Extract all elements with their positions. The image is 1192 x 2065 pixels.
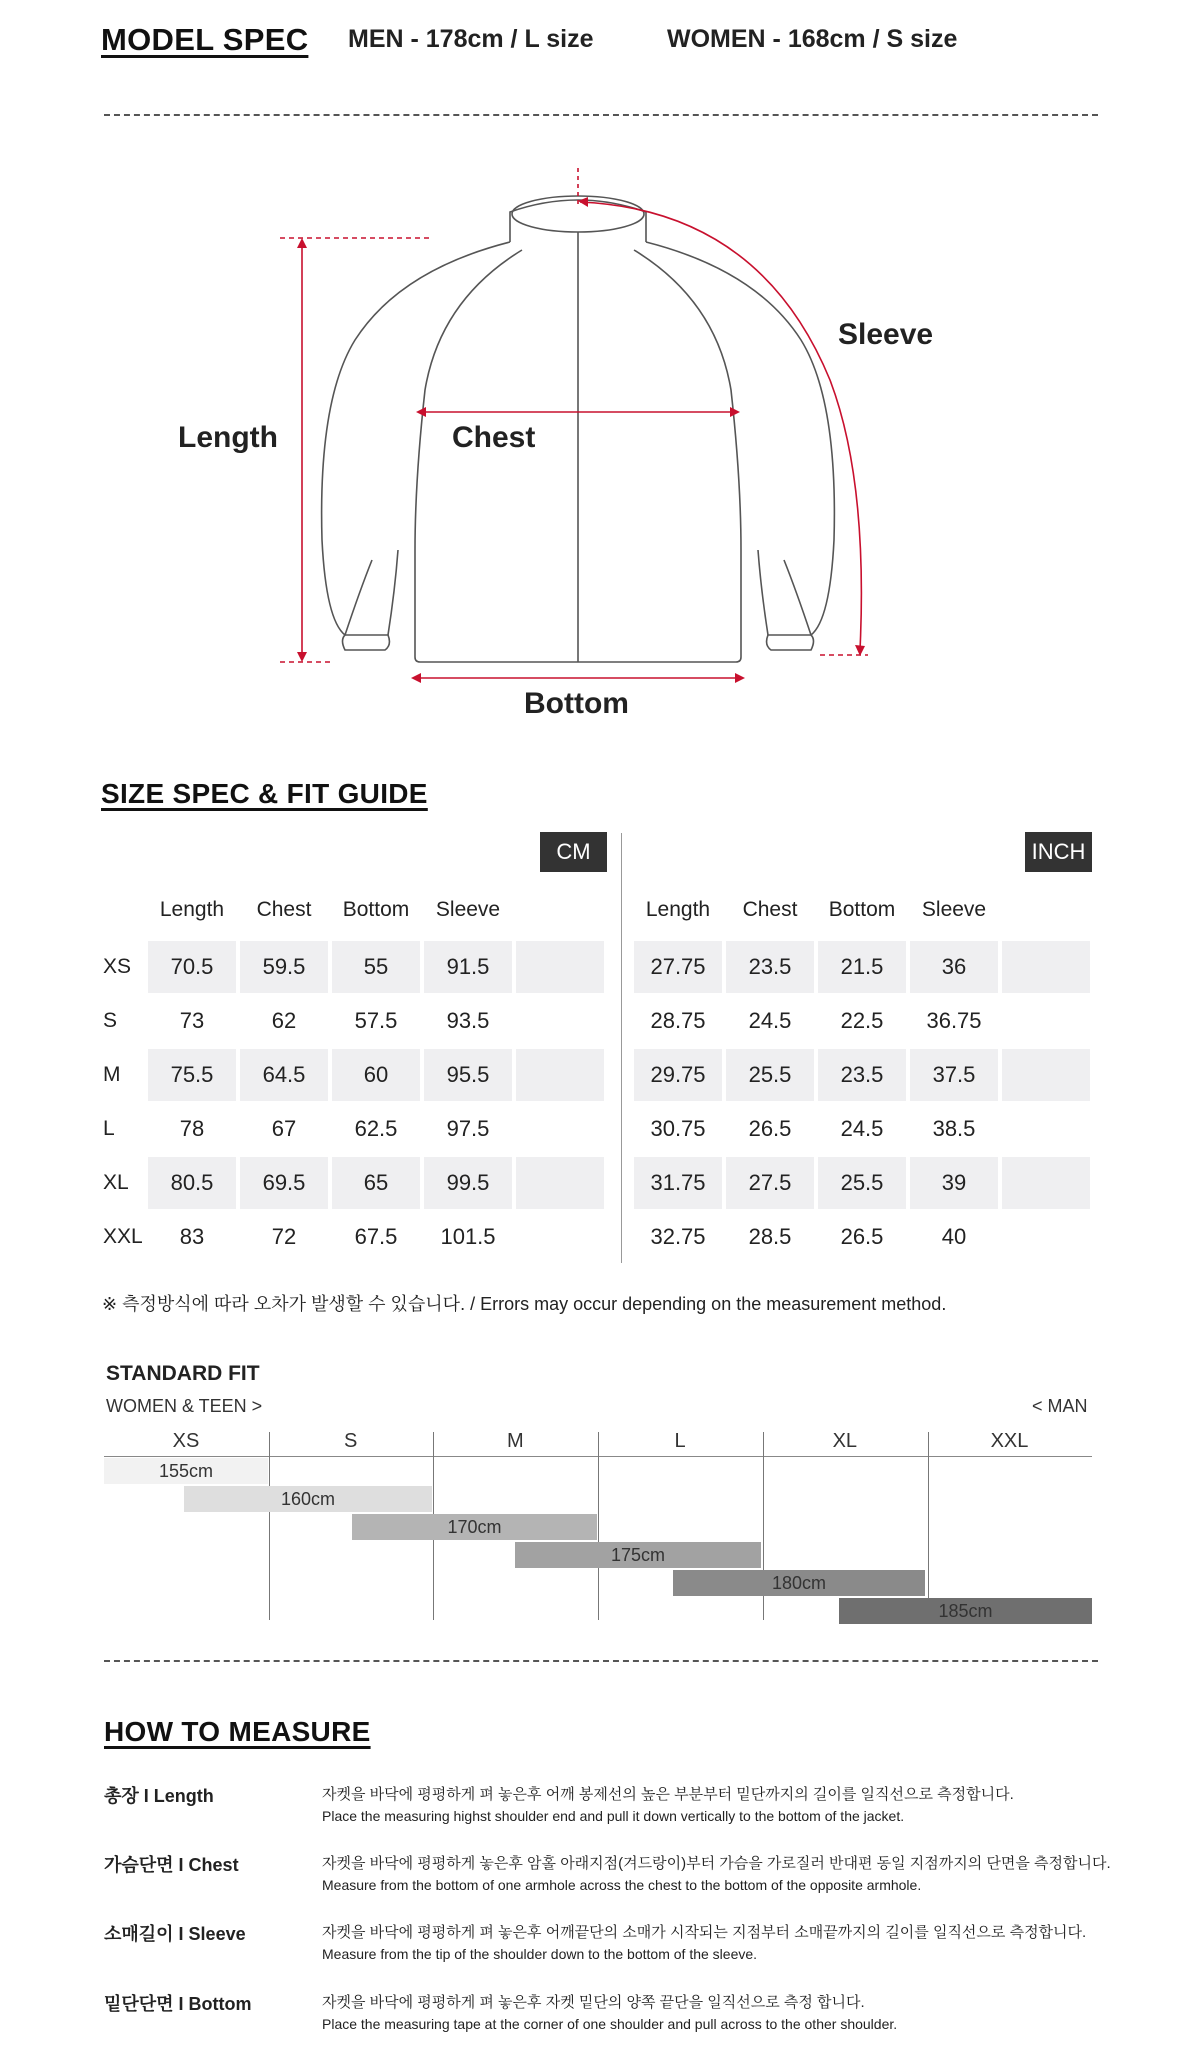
measure-desc-kr: 자켓을 바닥에 평평하게 놓은후 암홀 아래지점(겨드랑이)부터 가슴을 가로질러 반대편 동일 지점까지의 단면을 측정합니다. — [322, 1855, 1111, 1872]
height-bar: 170cm — [352, 1514, 597, 1540]
inch-cell: 25.5 — [726, 1049, 814, 1101]
cm-cell: 93.5 — [446, 1008, 490, 1033]
fit-size-label: XS — [172, 1430, 200, 1452]
cm-cell: 78 — [179, 1116, 205, 1141]
size-row-label: XL — [103, 1171, 129, 1194]
inch-cell: 29.75 — [634, 1049, 722, 1101]
measure-label: 가슴단면 I Chest — [104, 1855, 239, 1875]
inch-cell: 38.5 — [932, 1116, 976, 1141]
inch-cell: 26.5 — [748, 1116, 792, 1141]
inch-cell: 23.5 — [818, 1049, 906, 1101]
inch-cell: 40 — [941, 1224, 967, 1249]
cm-cell: 75.5 — [148, 1049, 236, 1101]
cm-cell: 70.5 — [148, 941, 236, 993]
fit-size-label: XXL — [990, 1430, 1029, 1452]
chest-label: Chest — [452, 421, 536, 454]
measure-desc-kr: 자켓을 바닥에 평평하게 펴 놓은후 어깨 봉제선의 높은 부분부터 밑단까지의 길이를 일직선으로 측정합니다. — [322, 1786, 1014, 1803]
cm-cell: 80.5 — [148, 1157, 236, 1209]
inch-column-header: Length — [645, 898, 711, 921]
cm-cell: 69.5 — [240, 1157, 328, 1209]
size-row-label: XXL — [103, 1225, 143, 1248]
inch-empty-cell — [1002, 941, 1090, 993]
height-bar: 185cm — [839, 1598, 1092, 1624]
height-bar: 160cm — [184, 1486, 432, 1512]
fit-size-label: M — [507, 1430, 524, 1452]
cm-cell: 67 — [271, 1116, 297, 1141]
measure-desc-en: Place the measuring tape at the corner of one shoulder and pull across to the other shoulder. — [322, 2016, 898, 2032]
model-spec-men: MEN - 178cm / L size — [348, 25, 594, 53]
fit-column-divider — [928, 1432, 929, 1620]
cm-cell: 91.5 — [424, 941, 512, 993]
length-label: Length — [178, 421, 278, 454]
cm-cell: 64.5 — [240, 1049, 328, 1101]
inch-cell: 36.75 — [926, 1008, 982, 1033]
measurement-note: ※ 측정방식에 따라 오차가 발생할 수 있습니다. / Errors may occur depending on the measurement method. — [102, 1294, 947, 1314]
fit-size-label: S — [344, 1430, 358, 1452]
cm-cell: 95.5 — [424, 1049, 512, 1101]
size-spec-title: SIZE SPEC & FIT GUIDE — [101, 778, 428, 809]
cm-column-header: Length — [159, 898, 225, 921]
cm-cell: 83 — [179, 1224, 205, 1249]
model-spec-women: WOMEN - 168cm / S size — [667, 25, 958, 53]
inch-cell: 31.75 — [634, 1157, 722, 1209]
height-bar: 175cm — [515, 1542, 761, 1568]
cm-cell: 62.5 — [354, 1116, 398, 1141]
man-label: < MAN — [1032, 1396, 1088, 1416]
inch-cell: 22.5 — [840, 1008, 884, 1033]
inch-column-header: Sleeve — [921, 898, 987, 921]
measure-desc-en: Place the measuring highst shoulder end and pull it down vertically to the bottom of the jacket. — [322, 1808, 905, 1824]
cm-empty-cell — [516, 1049, 604, 1101]
size-row-label: M — [103, 1063, 121, 1086]
bottom-label: Bottom — [524, 687, 629, 720]
unit-divider — [621, 833, 622, 1263]
cm-empty-cell — [516, 1211, 604, 1263]
cm-badge: CM — [540, 832, 607, 872]
divider-1 — [104, 114, 1098, 116]
fit-column-divider — [269, 1432, 270, 1620]
cm-cell: 60 — [332, 1049, 420, 1101]
inch-cell: 24.5 — [840, 1116, 884, 1141]
measure-label: 소매길이 I Sleeve — [104, 1924, 246, 1944]
size-row-label: L — [103, 1117, 115, 1140]
cm-empty-cell — [516, 941, 604, 993]
inch-cell: 23.5 — [726, 941, 814, 993]
cm-cell: 73 — [179, 1008, 205, 1033]
cm-empty-cell — [516, 995, 604, 1047]
cm-cell: 62 — [271, 1008, 297, 1033]
size-row-label: S — [103, 1009, 118, 1032]
cm-cell: 99.5 — [424, 1157, 512, 1209]
cm-cell: 72 — [271, 1224, 297, 1249]
standard-fit-title: STANDARD FIT — [106, 1362, 260, 1385]
cm-cell: 67.5 — [354, 1224, 398, 1249]
sleeve-label: Sleeve — [838, 318, 934, 351]
fit-size-label: XL — [832, 1430, 858, 1452]
height-bar: 155cm — [104, 1458, 268, 1484]
how-to-measure-title: HOW TO MEASURE — [104, 1716, 371, 1747]
inch-empty-cell — [1002, 1103, 1090, 1155]
divider-2 — [104, 1660, 1098, 1662]
inch-cell: 32.75 — [650, 1224, 706, 1249]
jacket-diagram — [0, 150, 1192, 740]
measure-desc-kr: 자켓을 바닥에 평평하게 펴 놓은후 자켓 밑단의 양쪽 끝단을 일직선으로 측정 합니다. — [322, 1994, 865, 2011]
inch-cell: 39 — [910, 1157, 998, 1209]
cm-cell: 97.5 — [446, 1116, 490, 1141]
inch-cell: 36 — [910, 941, 998, 993]
height-bar: 180cm — [673, 1570, 925, 1596]
inch-cell: 26.5 — [840, 1224, 884, 1249]
inch-cell: 28.5 — [748, 1224, 792, 1249]
fit-size-label: L — [674, 1430, 686, 1452]
cm-empty-cell — [516, 1157, 604, 1209]
inch-cell: 27.75 — [634, 941, 722, 993]
measure-desc-kr: 자켓을 바닥에 평평하게 펴 놓은후 어깨끝단의 소매가 시작되는 지점부터 소매끝까지의 길이를 일직선으로 측정합니다. — [322, 1924, 1087, 1941]
inch-cell: 37.5 — [910, 1049, 998, 1101]
inch-cell: 30.75 — [650, 1116, 706, 1141]
cm-column-header: Chest — [256, 898, 312, 921]
inch-empty-cell — [1002, 1157, 1090, 1209]
cm-column-header: Sleeve — [435, 898, 501, 921]
inch-cell: 27.5 — [726, 1157, 814, 1209]
cm-cell: 59.5 — [240, 941, 328, 993]
inch-cell: 28.75 — [650, 1008, 706, 1033]
cm-column-header: Bottom — [342, 898, 410, 921]
inch-cell: 25.5 — [818, 1157, 906, 1209]
cm-cell: 101.5 — [440, 1224, 496, 1249]
inch-column-header: Bottom — [828, 898, 896, 921]
inch-badge: INCH — [1025, 832, 1092, 872]
model-spec-title: MODEL SPEC — [101, 22, 309, 57]
inch-empty-cell — [1002, 995, 1090, 1047]
measure-label: 총장 I Length — [104, 1786, 214, 1806]
measure-label: 밑단단면 I Bottom — [104, 1994, 252, 2014]
women-teen-label: WOMEN & TEEN > — [106, 1396, 263, 1416]
inch-cell: 21.5 — [818, 941, 906, 993]
cm-cell: 57.5 — [354, 1008, 398, 1033]
measure-desc-en: Measure from the tip of the shoulder down to the bottom of the sleeve. — [322, 1946, 758, 1962]
inch-cell: 24.5 — [748, 1008, 792, 1033]
inch-column-header: Chest — [742, 898, 798, 921]
cm-cell: 55 — [332, 941, 420, 993]
measure-desc-en: Measure from the bottom of one armhole across the chest to the bottom of the opposite armhole. — [322, 1877, 922, 1893]
fit-column-divider — [598, 1432, 599, 1620]
inch-empty-cell — [1002, 1211, 1090, 1263]
size-row-label: XS — [103, 955, 132, 978]
cm-cell: 65 — [332, 1157, 420, 1209]
cm-empty-cell — [516, 1103, 604, 1155]
inch-empty-cell — [1002, 1049, 1090, 1101]
